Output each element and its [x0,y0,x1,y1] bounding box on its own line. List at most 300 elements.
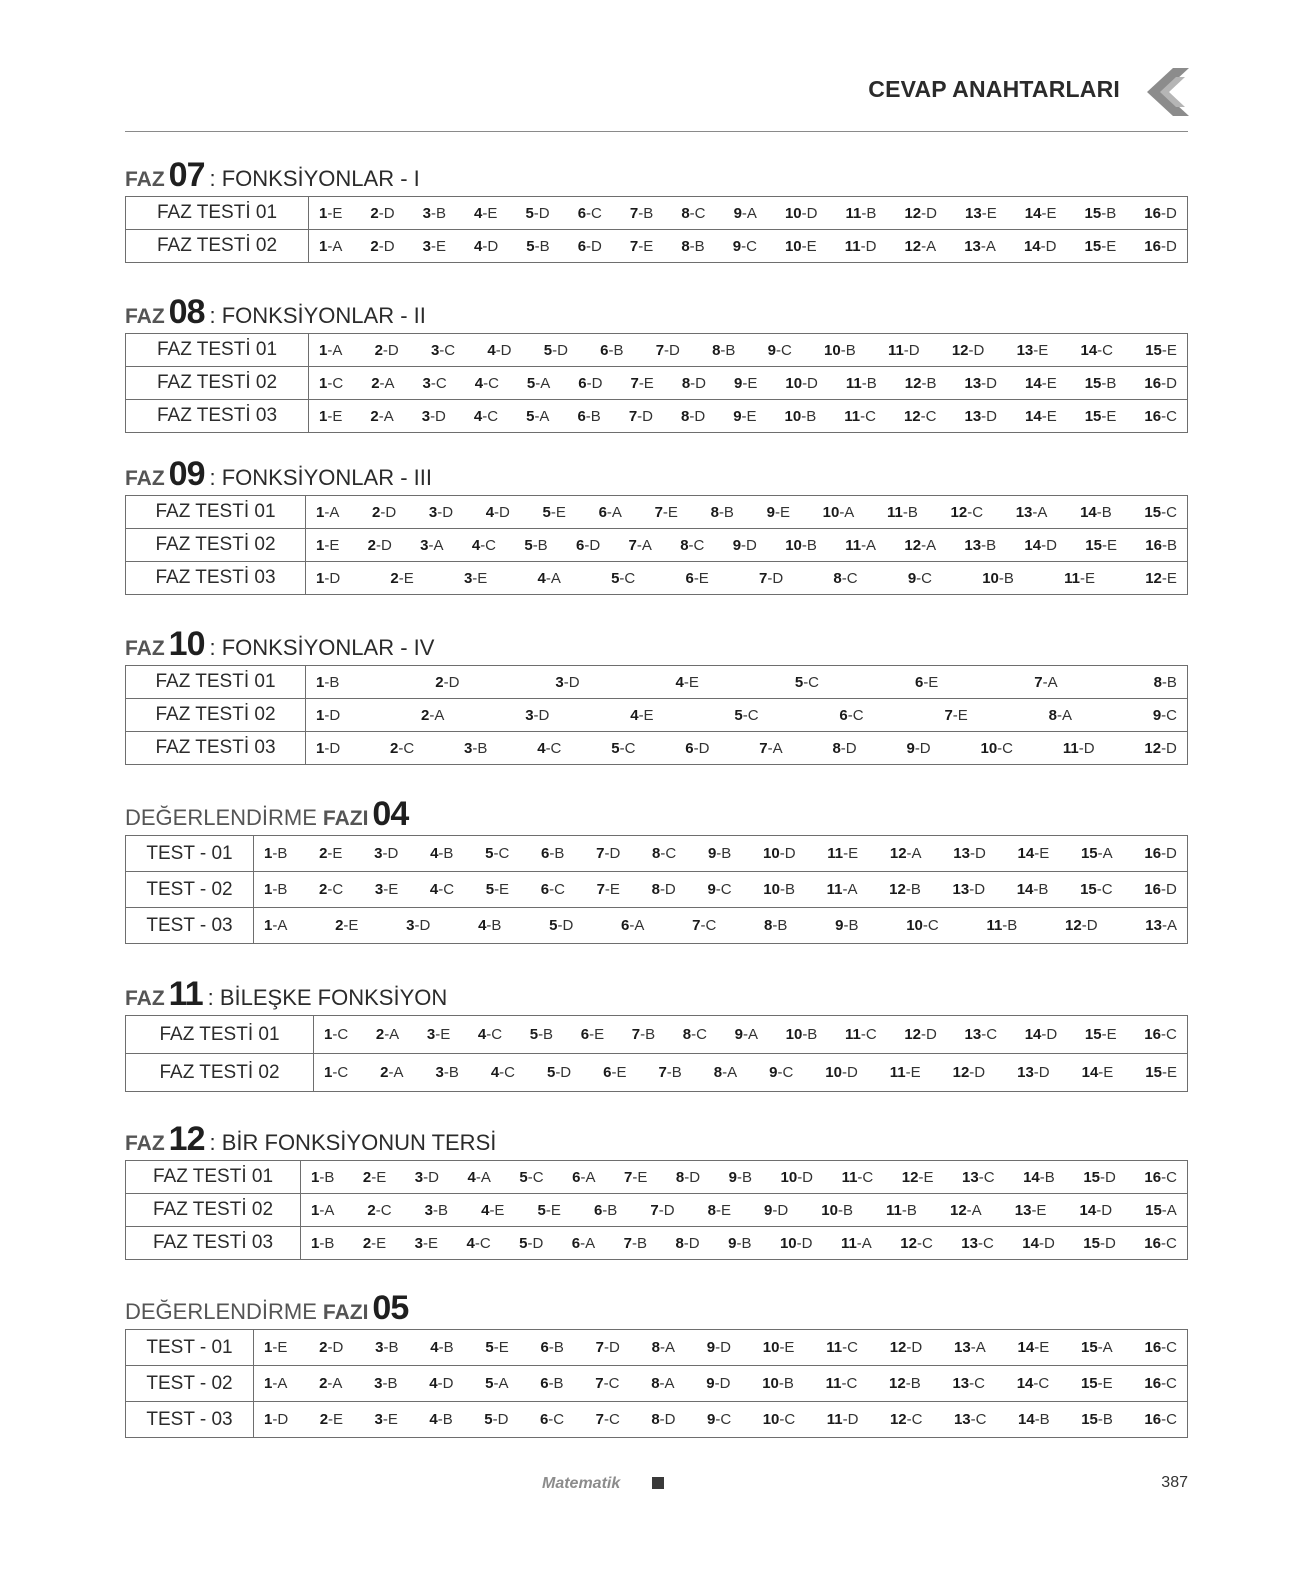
question-number: 15 [1084,1026,1102,1043]
question-number: 1 [316,706,325,724]
answer-letter: -E [1161,341,1177,359]
answer-item [530,1026,553,1043]
answer-item [1022,1235,1055,1252]
answer-item [953,881,986,898]
question-number: 6 [685,739,694,757]
answer-item [1145,917,1177,934]
answer-letter: -E [905,1064,921,1081]
answer-letter: -C [482,407,499,425]
answer-letter: -B [1033,881,1049,898]
answer-item [481,1202,504,1219]
answer-item [421,707,444,724]
question-number: 1 [264,845,273,862]
answer-item [951,504,984,521]
answer-item [762,1375,794,1392]
answer-item [708,845,731,862]
answer-item [319,408,342,425]
answer-item [485,845,509,862]
answer-item [423,238,446,255]
answer-letter: -B [324,673,340,691]
answer-table [125,1015,1188,1092]
answer-list [264,881,1177,898]
question-number: 3 [420,536,429,554]
answer-item [890,1064,921,1081]
answer-letter: -C [486,1026,503,1043]
answer-letter: -C [970,1411,987,1428]
answers-cell [254,908,1188,944]
answer-letter: -C [439,341,456,359]
answer-item [624,1169,647,1186]
question-number: 14 [1024,1026,1042,1043]
answer-letter: -A [741,204,757,222]
answer-item [478,1026,502,1043]
question-number: 4 [485,503,495,521]
answer-list [319,408,1177,425]
question-number: 13 [1014,1201,1032,1219]
question-number: 13 [1145,917,1162,934]
question-number: 14 [1025,374,1042,392]
answer-letter: -E [779,1339,795,1356]
answer-letter: -A [580,1168,596,1186]
question-number: 7 [624,1168,633,1186]
answer-item [415,1169,439,1186]
answer-item [491,1064,515,1081]
answer-item [889,1375,921,1392]
answer-letter: -D [557,917,574,934]
answer-list [319,238,1177,255]
answer-item [368,537,392,554]
question-number: 7 [654,503,663,521]
answer-letter: -A [545,569,561,587]
answer-letter: -D [914,739,931,757]
question-number: 8 [651,1411,660,1428]
question-number: 2 [370,204,379,222]
question-number: 4 [429,1375,438,1392]
answer-letter: -D [1041,1026,1058,1043]
answer-letter: -A [319,1201,335,1219]
question-number: 1 [316,673,325,691]
answer-item [1016,504,1048,521]
answer-item [823,504,855,521]
answer-letter: -E [683,673,699,691]
question-number: 13 [952,1375,970,1392]
question-number: 13 [1015,503,1033,521]
answer-letter: -A [1056,706,1072,724]
question-number: 14 [1081,1064,1099,1081]
answer-letter: -D [1161,739,1177,757]
answer-letter: -C [779,1411,796,1428]
question-number: 5 [526,237,535,255]
answer-item [422,408,446,425]
answer-letter: -D [272,1411,289,1428]
answer-letter: -D [324,569,341,587]
question-number: 15 [1080,845,1098,862]
answer-item [630,205,653,222]
answer-letter: -A [580,1234,596,1252]
answer-item [541,845,564,862]
question-number: 16 [1144,237,1161,255]
question-number: 5 [543,341,553,359]
test-label: FAZ TESTİ 02 [126,529,306,562]
answer-item [526,408,549,425]
answer-item [1023,1169,1055,1186]
answer-item [1025,375,1057,392]
answer-item [363,1169,386,1186]
question-number: 9 [906,739,915,757]
answer-item [632,1026,655,1043]
answer-item [780,1235,813,1252]
answer-item [423,205,446,222]
answer-item [316,570,340,587]
answer-item [264,1411,288,1428]
question-number: 7 [658,1064,667,1081]
answer-item [734,707,758,724]
question-number: 12 [951,341,969,359]
answer-letter: -A [327,1375,343,1392]
answer-item [264,917,287,934]
answer-item [484,1411,508,1428]
answer-item [316,707,340,724]
answer-item [474,238,498,255]
answer-letter: -B [548,1339,564,1356]
answer-letter: -D [563,673,580,691]
question-number: 16 [1144,1168,1162,1186]
answer-letter: -D [637,407,653,425]
answer-letter: -C [545,739,562,757]
answer-item [759,570,783,587]
answer-letter: -E [371,1168,387,1186]
answer-item [370,408,393,425]
answer-item [835,917,858,934]
answer-letter: -B [921,374,937,392]
answer-item [376,1026,399,1043]
table-row [126,367,1188,400]
answer-letter: -C [741,237,757,255]
answer-letter: -C [1097,341,1113,359]
answer-item [420,537,443,554]
answer-letter: -A [659,1375,675,1392]
answer-list [264,1411,1177,1428]
answer-item [714,1064,737,1081]
answer-item [1080,881,1113,898]
answer-letter: -A [861,536,877,554]
question-number: 9 [1152,706,1162,724]
answer-item [629,537,652,554]
answer-letter: -D [324,706,341,724]
question-number: 5 [526,407,535,425]
question-number: 14 [1024,536,1042,554]
test-label: FAZ TESTİ 02 [126,367,309,400]
answer-letter: -B [549,845,565,862]
answer-item [311,1169,334,1186]
question-number: 2 [370,407,379,425]
answer-item [1153,707,1177,724]
test-label: TEST - 01 [126,836,254,872]
question-number: 6 [539,1411,549,1428]
question-number: 10 [762,1411,780,1428]
answer-list [316,504,1177,521]
answer-letter: -B [905,881,921,898]
answer-item [675,1235,699,1252]
answer-letter: -E [1031,1201,1047,1219]
question-number: 15 [1084,374,1102,392]
answer-letter: -D [802,374,818,392]
answer-letter: -E [952,706,968,724]
answer-item [572,1235,595,1252]
question-number: 14 [1079,1201,1097,1219]
answer-item [624,1235,647,1252]
answer-item [904,1026,937,1043]
answer-item [1144,1026,1177,1043]
answer-item [846,205,877,222]
answer-item [845,238,877,255]
answer-letter: -D [382,341,399,359]
answer-item [1017,342,1049,359]
question-number: 1 [319,341,328,359]
answer-item [712,342,735,359]
answer-letter: -C [775,341,792,359]
answer-item [630,375,653,392]
answer-letter: -D [482,237,499,255]
answer-letter: -B [902,503,918,521]
question-number: 16 [1144,1234,1161,1252]
answer-letter: -D [1099,1234,1116,1252]
answer-letter: -C [920,407,937,425]
answer-letter: -B [1039,1168,1055,1186]
answer-item [676,674,699,691]
answer-letter: -D [430,407,446,425]
answer-letter: -E [715,1201,731,1219]
question-number: 4 [430,1339,439,1356]
question-number: 9 [728,1234,737,1252]
answer-item [826,1375,858,1392]
question-number: 7 [629,237,639,255]
answer-letter: -C [474,1234,491,1252]
answer-item [1017,1064,1050,1081]
section-title [125,797,1188,831]
answer-letter: -E [1041,204,1057,222]
question-number: 9 [732,536,742,554]
question-number: 1 [316,739,325,757]
answer-item [1144,1375,1177,1392]
answer-item [785,537,817,554]
answer-item [525,707,549,724]
question-number: 10 [780,1168,798,1186]
answer-item [655,504,678,521]
question-number: 9 [733,204,742,222]
answer-letter: -B [861,374,877,392]
table-row [126,666,1188,699]
question-number: 1 [319,407,328,425]
answer-letter: -B [716,845,732,862]
answer-item [1024,537,1057,554]
question-number: 13 [962,1168,979,1186]
answer-letter: -D [715,1339,731,1356]
answer-item [785,408,817,425]
answer-item [430,881,454,898]
question-number: 8 [764,917,773,934]
answer-item [1085,205,1117,222]
question-number: 3 [424,1201,434,1219]
answer-item [842,1169,874,1186]
answers-cell [254,836,1188,872]
answer-item [964,238,996,255]
answer-letter: -D [437,503,454,521]
answer-item [953,845,986,862]
section-faz-label: FAZ [125,168,165,191]
question-number: 4 [630,706,639,724]
question-number: 7 [628,407,638,425]
answer-letter: -B [666,1064,682,1081]
answer-item [681,205,705,222]
question-number: 7 [631,1026,641,1043]
question-number: 3 [422,237,431,255]
question-number: 2 [390,739,399,757]
table-row [126,496,1188,529]
question-number: 5 [611,739,620,757]
answer-letter: -E [343,917,359,934]
question-number: 5 [542,503,551,521]
answer-letter: -C [327,881,344,898]
question-number: 14 [1023,237,1041,255]
table-row [126,1330,1188,1366]
answer-item [603,1064,626,1081]
answer-item [845,537,876,554]
section-faz-label: FAZI [322,1301,369,1324]
answer-letter: -D [772,1201,789,1219]
answer-item [464,570,487,587]
answer-item [319,238,342,255]
answer-letter: -E [1034,845,1050,862]
answer-letter: -E [494,881,510,898]
answer-letter: -E [801,237,817,255]
answer-item [1034,674,1057,691]
section-number: 09 [168,455,205,493]
answer-letter: -D [658,1201,675,1219]
question-number: 3 [525,706,534,724]
answer-item [900,1235,933,1252]
answer-item [906,740,930,757]
answer-item [890,845,922,862]
question-number: 14 [1017,1339,1035,1356]
answer-item [1082,1064,1114,1081]
answer-letter: -B [801,407,817,425]
question-number: 15 [1080,1375,1098,1392]
answer-item [578,238,602,255]
answer-letter: -C [700,917,717,934]
answer-letter: -E [493,1339,509,1356]
answer-section [125,977,1188,1092]
question-number: 2 [421,706,430,724]
question-number: 11 [826,881,843,898]
answer-item [767,504,790,521]
question-number: 2 [319,1339,328,1356]
answer-letter: -C [922,917,939,934]
answer-item [390,570,413,587]
answer-list [324,1064,1177,1081]
answer-item [954,1411,987,1428]
answer-item [547,1064,571,1081]
section-title [125,1122,1188,1156]
answer-letter: -E [1161,1064,1177,1081]
test-label: TEST - 03 [126,1402,254,1438]
question-number: 8 [652,845,661,862]
answer-letter: -D [921,1026,937,1043]
answer-letter: -B [602,1201,618,1219]
answer-item [1144,408,1177,425]
answer-list [264,917,1177,934]
answer-item [826,1339,858,1356]
answers-cell [306,732,1188,765]
answer-item [734,375,757,392]
answer-letter: -B [901,1201,917,1219]
table-row [126,334,1188,367]
question-number: 2 [367,536,377,554]
answer-item [1018,1339,1050,1356]
answer-list [264,1375,1177,1392]
answer-letter: -B [430,204,446,222]
question-number: 12 [900,1234,917,1252]
question-number: 12 [952,1064,970,1081]
answer-letter: -D [555,1064,572,1081]
answer-letter: -C [689,204,706,222]
question-number: 8 [710,503,719,521]
answer-letter: -C [1161,706,1177,724]
answer-item [1144,881,1177,898]
question-number: 13 [964,1026,982,1043]
answer-letter: -D [378,204,395,222]
answer-item [763,1339,795,1356]
answer-item [785,375,818,392]
answer-table [125,1329,1188,1438]
answer-letter: -E [1033,341,1049,359]
question-number: 9 [706,1339,716,1356]
answer-item [650,1202,674,1219]
question-number: 12 [901,1168,919,1186]
answers-cell [306,699,1188,732]
test-label: FAZ TESTİ 01 [126,1161,301,1194]
answer-item [572,1169,595,1186]
question-number: 9 [707,845,717,862]
answer-letter: -D [380,503,397,521]
question-number: 6 [577,237,587,255]
question-number: 3 [414,1234,423,1252]
table-row [126,230,1188,263]
answer-letter: -E [918,1168,934,1186]
answer-letter: -D [659,881,676,898]
answers-cell [314,1054,1188,1092]
answer-item [600,342,623,359]
question-number: 4 [487,341,496,359]
question-number: 1 [324,1026,333,1043]
question-number: 3 [374,1375,383,1392]
table-row [126,197,1188,230]
question-number: 10 [763,845,780,862]
answer-letter: -E [435,1026,451,1043]
question-number: 2 [374,341,383,359]
answer-letter: -E [632,1168,648,1186]
answer-item [319,845,342,862]
answer-letter: -C [857,1168,874,1186]
question-number: 9 [734,374,743,392]
question-number: 15 [1145,1201,1162,1219]
question-number: 15 [1084,407,1102,425]
answer-item [1081,1411,1113,1428]
answer-letter: -E [324,536,340,554]
answer-item [611,740,635,757]
answer-letter: -E [693,569,709,587]
answer-letter: -C [332,1064,349,1081]
